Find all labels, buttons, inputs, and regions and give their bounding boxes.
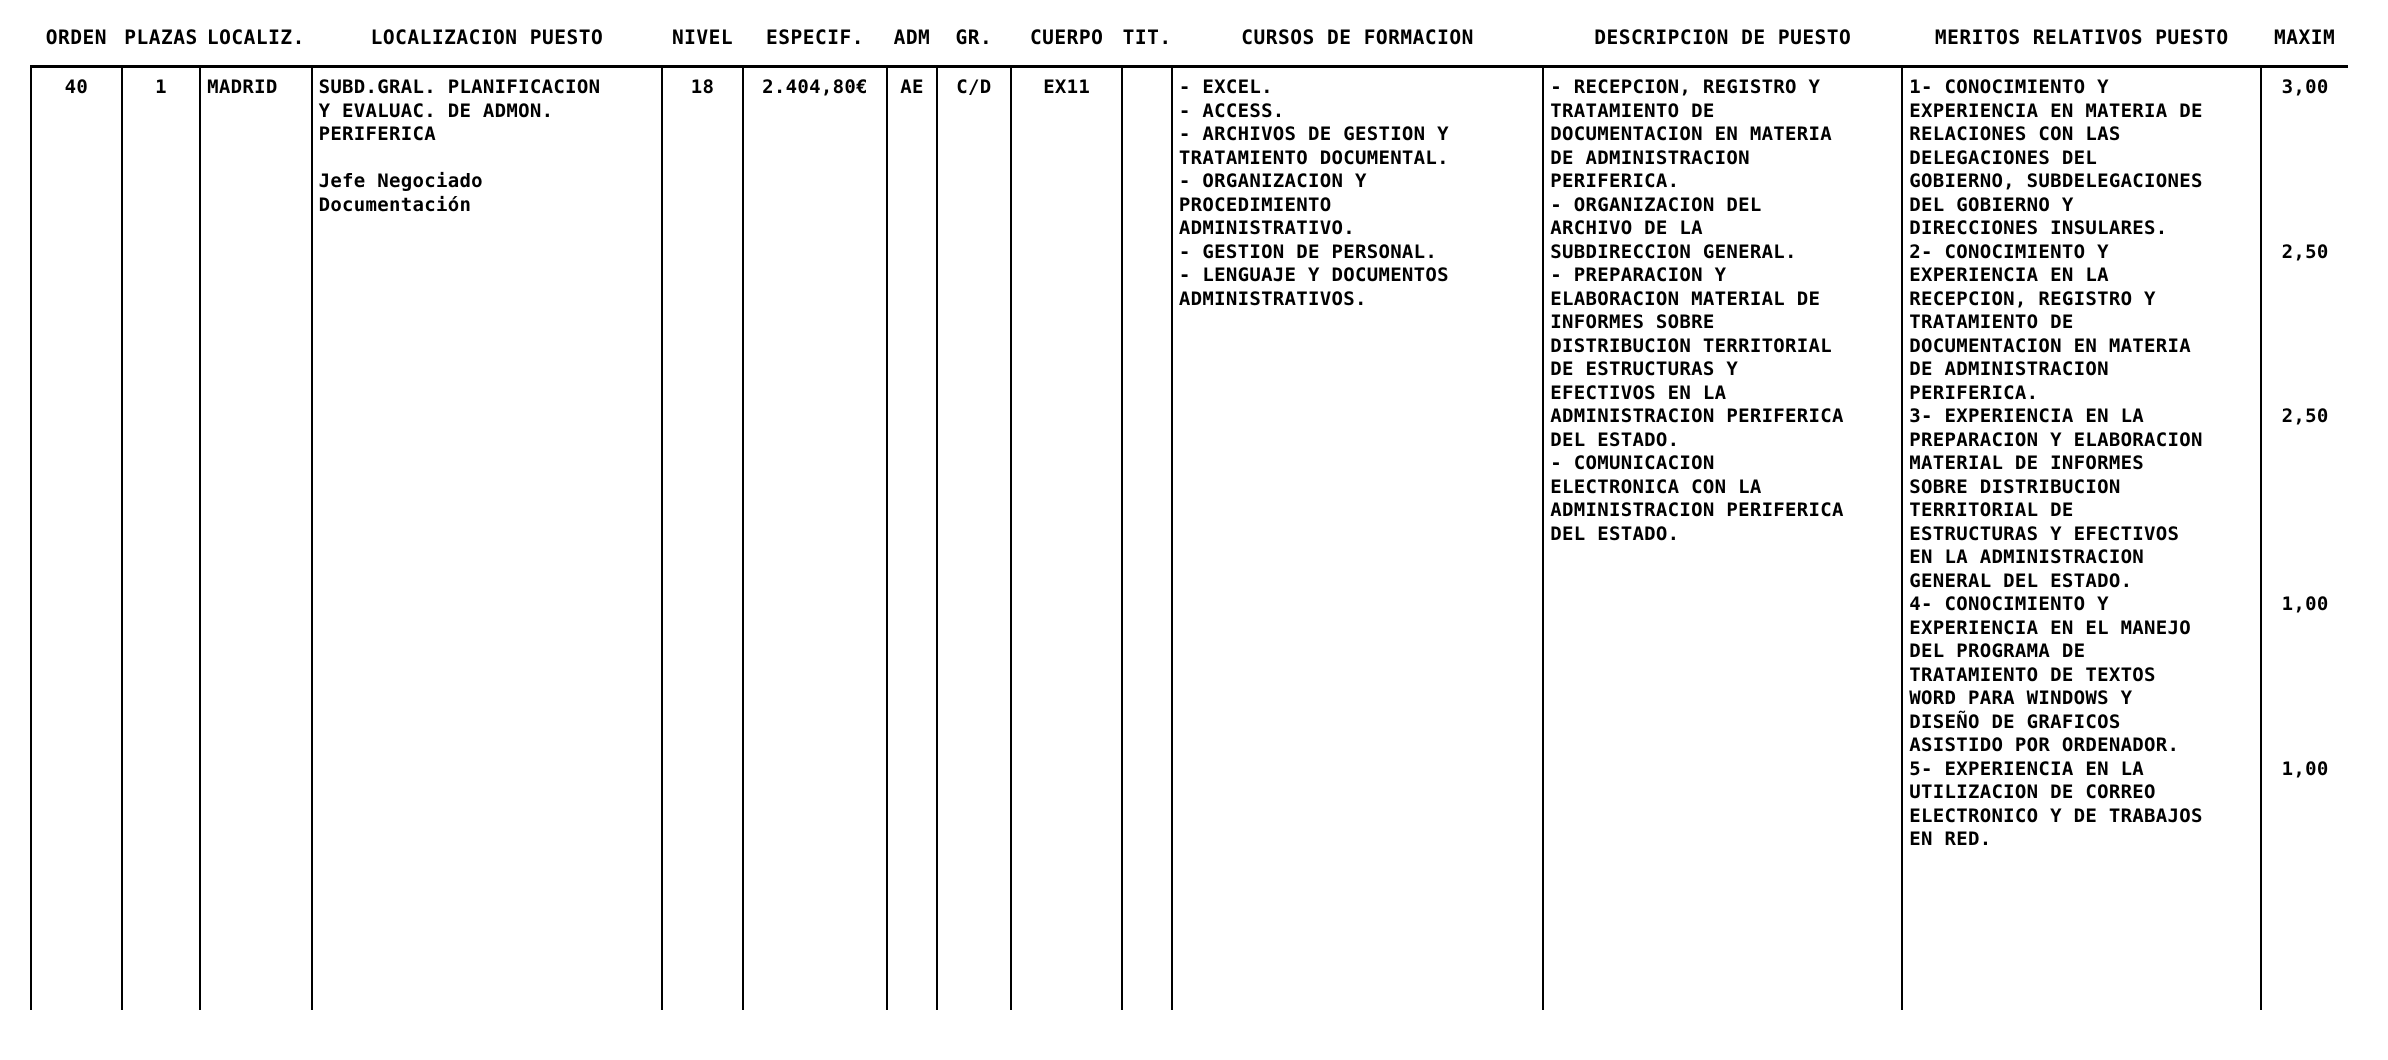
text-line: 3- EXPERIENCIA EN LA — [1909, 405, 2145, 427]
text-line: TRATAMIENTO DE — [1909, 311, 2074, 333]
text-line: INFORMES SOBRE — [1550, 311, 1715, 333]
spacer-line — [2268, 100, 2342, 124]
text-line: ASISTIDO POR ORDENADOR. — [1909, 734, 2180, 756]
text-line: DE ESTRUCTURAS Y — [1550, 358, 1739, 380]
header-cuerpo: CUERPO — [1029, 26, 1104, 49]
merit-item — [1909, 405, 2254, 593]
text-line: ADMINISTRACION PERIFERICA — [1550, 499, 1844, 521]
text-line — [319, 147, 656, 171]
text-line: ESTRUCTURAS Y EFECTIVOS — [1909, 522, 2180, 545]
text-line: WORD PARA WINDOWS Y — [1909, 687, 2133, 709]
table-body — [31, 67, 2348, 1011]
text-line: 5- EXPERIENCIA EN LA — [1909, 757, 2145, 780]
spacer-line — [2268, 358, 2342, 382]
header-plazas: PLAZAS — [124, 26, 198, 49]
spacer-line — [2268, 805, 2342, 829]
spacer-line — [2268, 452, 2342, 476]
text-line: EXPERIENCIA EN MATERIA DE — [1909, 99, 2203, 122]
spacer-line — [2268, 640, 2342, 664]
spacer-line — [2268, 828, 2342, 852]
header-tit: TIT. — [1122, 26, 1172, 49]
text-line: DOCUMENTACION EN MATERIA — [1550, 123, 1833, 145]
spacer-line — [2268, 429, 2342, 453]
spacer-line — [2268, 170, 2342, 194]
text-line: - ACCESS. — [1178, 99, 1285, 122]
text-line: DEL GOBIERNO Y — [1909, 193, 2074, 216]
spacer-line — [2268, 311, 2342, 335]
spacer-line — [2268, 570, 2342, 594]
cell-maxim — [2261, 67, 2348, 1011]
text-line: ARCHIVO DE LA — [1550, 217, 1703, 239]
header-meritos-relativos-puesto: MERITOS RELATIVOS PUESTO — [1934, 26, 2229, 49]
header-descripcion-de-puesto: DESCRIPCION DE PUESTO — [1594, 26, 1852, 49]
cell-gr: C/D — [937, 67, 1011, 1011]
spacer-line — [2268, 382, 2342, 406]
text-line: - RECEPCION, REGISTRO Y — [1550, 76, 1821, 98]
text-line: DISTRIBUCION TERRITORIAL — [1550, 334, 1833, 357]
spacer-line — [2268, 335, 2342, 359]
text-line: DISEÑO DE GRAFICOS — [1909, 710, 2121, 733]
header-especif: ESPECIF. — [766, 26, 864, 49]
header-cursos-de-formacion: CURSOS DE FORMACION — [1241, 26, 1474, 49]
text-line: EN RED. — [1909, 828, 1992, 850]
text-line: EXPERIENCIA EN LA — [1909, 264, 2109, 286]
text-line: SOBRE DISTRIBUCION — [1909, 475, 2121, 498]
text-line: MATERIAL DE INFORMES — [1909, 452, 2145, 474]
spacer-line — [2268, 734, 2342, 758]
text-line: 2- CONOCIMIENTO Y — [1909, 240, 2109, 263]
text-line: SUBD.GRAL. PLANIFICACION — [318, 76, 601, 98]
text-line: ADMINISTRACION PERIFERICA — [1550, 405, 1844, 427]
text-line: TRATAMIENTO DE — [1550, 99, 1715, 122]
merit-item — [1909, 758, 2254, 852]
spacer-line — [2268, 687, 2342, 711]
text-line: DEL PROGRAMA DE — [1909, 640, 2086, 662]
cell-localiz: MADRID — [200, 67, 311, 1011]
spacer-line — [2268, 194, 2342, 218]
text-line: - ORGANIZACION DEL — [1550, 193, 1762, 216]
spacer-line — [2268, 523, 2342, 547]
cell-cursos-de-formacion — [1172, 67, 1543, 1011]
text-line: - COMUNICACION — [1550, 452, 1715, 474]
text-line: 4- CONOCIMIENTO Y — [1909, 593, 2109, 615]
header-orden: ORDEN — [45, 26, 107, 49]
cell-especif: 2.404,80€ — [743, 67, 887, 1011]
text-line: TRATAMIENTO DOCUMENTAL. — [1178, 146, 1449, 169]
spacer-line — [2268, 664, 2342, 688]
text-line: RELACIONES CON LAS — [1909, 123, 2121, 145]
text-line: - PREPARACION Y — [1550, 264, 1727, 286]
text-line: Documentación — [318, 193, 472, 216]
spacer-line — [2268, 617, 2342, 641]
cell-orden: 40 — [31, 67, 122, 1011]
text-line: DE ADMINISTRACION — [1909, 358, 2109, 380]
text-line: PROCEDIMIENTO — [1178, 193, 1332, 216]
header-adm: ADM — [893, 26, 931, 49]
text-line: PREPARACION Y ELABORACION — [1909, 428, 2203, 451]
table-row — [31, 67, 2348, 1011]
text-line: EFECTIVOS EN LA — [1550, 381, 1727, 404]
merit-item — [1909, 76, 2254, 241]
spacer-line — [2268, 147, 2342, 171]
text-line: DEL ESTADO. — [1550, 428, 1680, 451]
cell-descripcion-de-puesto — [1543, 67, 1902, 1011]
header-nivel: NIVEL — [671, 26, 734, 49]
spacer-line — [2268, 546, 2342, 570]
text-line: DIRECCIONES INSULARES. — [1909, 217, 2168, 239]
text-line: GOBIERNO, SUBDELEGACIONES — [1909, 170, 2203, 192]
header-gr: GR. — [955, 26, 993, 49]
merit-max-value: 3,00 — [2281, 76, 2329, 98]
text-line: EXPERIENCIA EN EL MANEJO — [1909, 616, 2192, 639]
spacer-line — [2268, 499, 2342, 523]
text-line: Jefe Negociado — [318, 170, 483, 192]
merit-max-value: 2,50 — [2281, 240, 2329, 263]
text-line: - LENGUAJE Y DOCUMENTOS — [1178, 264, 1449, 286]
spacer-line — [2268, 711, 2342, 735]
cell-localizacion-puesto — [312, 67, 663, 1011]
text-line: Y EVALUAC. DE ADMON. — [318, 99, 554, 122]
header-maxim: MAXIM — [2274, 26, 2336, 49]
text-line: PERIFERICA — [318, 123, 436, 145]
spacer-line — [2268, 217, 2342, 241]
cell-cuerpo: EX11 — [1011, 67, 1122, 1011]
text-line: ELECTRONICA CON LA — [1550, 475, 1762, 498]
text-line: TERRITORIAL DE — [1909, 499, 2074, 521]
spacer-line — [2268, 123, 2342, 147]
text-line: ADMINISTRATIVO. — [1178, 217, 1355, 239]
merit-max-value: 2,50 — [2281, 405, 2329, 427]
text-line: DEL ESTADO. — [1550, 522, 1680, 545]
spacer-line — [2268, 476, 2342, 500]
spacer-line — [2268, 781, 2342, 805]
cell-tit — [1122, 67, 1172, 1011]
text-line: GENERAL DEL ESTADO. — [1909, 569, 2133, 592]
text-line: TRATAMIENTO DE TEXTOS — [1909, 663, 2156, 686]
text-line: DE ADMINISTRACION — [1550, 146, 1750, 169]
text-line: - EXCEL. — [1178, 76, 1273, 98]
merit-max-value: 1,00 — [2281, 593, 2329, 615]
cell-meritos-relativos-puesto — [1902, 67, 2261, 1011]
header-localizacion-puesto: LOCALIZACION PUESTO — [370, 26, 604, 49]
text-line: EN LA ADMINISTRACION — [1909, 546, 2145, 568]
job-listing-table — [30, 26, 2348, 1010]
text-line: RECEPCION, REGISTRO Y — [1909, 287, 2156, 310]
table-header-row — [31, 26, 2348, 67]
cell-nivel: 18 — [662, 67, 742, 1011]
spacer-line — [2268, 288, 2342, 312]
cell-adm: AE — [887, 67, 937, 1011]
text-line: DOCUMENTACION EN MATERIA — [1909, 334, 2192, 357]
spacer-line — [2268, 264, 2342, 288]
merit-item — [1909, 241, 2254, 406]
text-line: PERIFERICA. — [1550, 170, 1680, 192]
text-line: ADMINISTRATIVOS. — [1178, 287, 1367, 310]
text-line: ELECTRONICO Y DE TRABAJOS — [1909, 804, 2203, 827]
header-localiz: LOCALIZ. — [206, 26, 305, 49]
text-line: - ARCHIVOS DE GESTION Y — [1178, 123, 1449, 145]
text-line: UTILIZACION DE CORREO — [1909, 781, 2156, 803]
text-line: DELEGACIONES DEL — [1909, 146, 2098, 169]
cell-plazas: 1 — [122, 67, 200, 1011]
text-line: 1- CONOCIMIENTO Y — [1909, 76, 2109, 98]
text-line: SUBDIRECCION GENERAL. — [1550, 240, 1797, 263]
text-line: ELABORACION MATERIAL DE — [1550, 287, 1821, 310]
text-line: - ORGANIZACION Y — [1178, 170, 1367, 192]
merit-item — [1909, 593, 2254, 758]
merit-max-value: 1,00 — [2281, 757, 2329, 780]
text-line: - GESTION DE PERSONAL. — [1178, 240, 1438, 263]
text-line: PERIFERICA. — [1909, 381, 2039, 404]
